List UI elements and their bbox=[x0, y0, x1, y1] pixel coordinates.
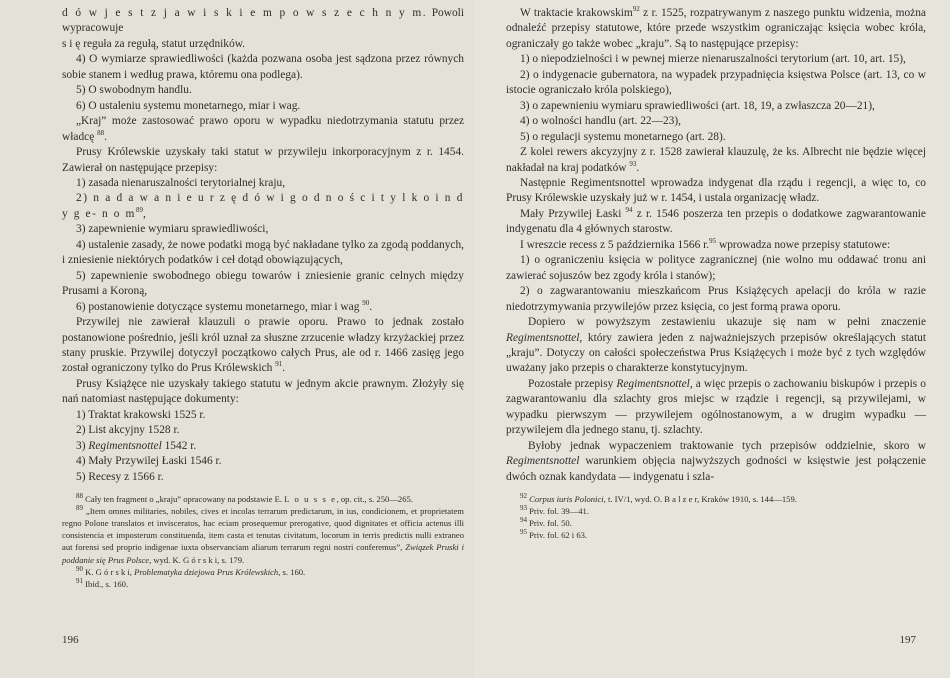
footnote: $^{95}$ Priv. fol. 62 i 63. bbox=[520, 528, 588, 541]
list-item: 4) O wymiarze sprawiedliwości (każda pozwana osoba jest sądzona przez równych sobie stanem i według prawa, któremu ona podlega). bbox=[62, 53, 464, 81]
list-item: 2) List akcyjny 1528 r. bbox=[76, 424, 180, 437]
footnote: $^{91}$ Ibid., s. 160. bbox=[76, 576, 129, 589]
text-line: d ó w j e s t z j a w i s k i e m p o w s z e c h n y m. Powoli wypracowuje bbox=[62, 7, 464, 35]
footnote: $^{93}$ Priv. fol. 39—41. bbox=[520, 504, 589, 517]
footnotes bbox=[62, 493, 464, 590]
list-item: 3) o zapewnieniu wymiaru sprawiedliwości (art. 18, 19, a zwłaszcza 20—21), bbox=[520, 99, 875, 112]
paragraph: Przywilej nie zawierał klauzuli o prawie oporu. Prawo to jednak zostało postanowione pośrednio, jeśli król uznał za słuszne zrzucenie władzy krzyżackiej przez stany pruskie. Przywilej dotyczył początkowo całych Prus, ale od r. 1466 zasięg jego został ograniczony tylko do Prus Królewskich $^{91}$. bbox=[62, 316, 464, 375]
footnote-ref: 92 bbox=[632, 5, 640, 14]
list-item: 5) O swobodnym handlu. bbox=[76, 84, 192, 97]
footnote-ref: 94 bbox=[625, 206, 633, 215]
list-item: 4) Mały Przywilej Łaski 1546 r. bbox=[76, 455, 222, 468]
footnote-ref: 93 bbox=[629, 159, 637, 168]
footnote: $^{92}$ Corpus iuris Polonici, t. IV/1, wyd. O. B a l z e r, Kraków 1910, s. 144—159. bbox=[520, 492, 797, 505]
left-page bbox=[0, 0, 474, 678]
footnote: $^{94}$ Priv. fol. 50. bbox=[520, 516, 572, 529]
list-item: 5) zapewnienie swobodnego obiegu towarów i zniesienie granic celnych między Prusami a Koroną, bbox=[62, 269, 464, 298]
list-item: 1) Traktat krakowski 1525 r. bbox=[76, 408, 206, 421]
paragraph: s i ę reguła za regułą, statut urzędników. bbox=[62, 37, 246, 50]
list-item: 2) n a d a w a n i e u r z ę d ó w i g o d n o ś c i t y l k o i n d y g e- n o $m^{89}$, bbox=[62, 192, 464, 220]
list-item: 4) ustalenie zasady, że nowe podatki mogą być nakładane tylko za zgodą poddanych, i zniesienie niektórych podatków i ceł dotąd obowiązujących, bbox=[62, 238, 464, 267]
footnote: $^{89}$ „Item omnes militaries, nobiles, cives et incolas terrarum predictarum, in ius, condicionem, et proprietatem regno Polone translatos et invisceratos, hac eciam prosequemur prerogative, quod dignitates et officia actenus illi consistencia et imposterum constituenda, item casta et tenutas civitatum, locorum in terris predictis nulli extraneo aut forensi sed proprio indigenae iuxta observanciam aliarum terrarum regni nostri conferemus”, Związek Pruski i poddanie się Prus Polsce, wyd. K. G ó r s k i, s. 179. bbox=[62, 504, 464, 565]
paragraph: Mały Przywilej Łaski $^{94}$ z r. 1546 poszerza ten przepis o dodatkowe zagwarantowanie indygenatu dla 4 głównych starostw. bbox=[506, 206, 926, 236]
footnotes bbox=[506, 493, 926, 541]
paragraph: Prusy Królewskie uzyskały taki statut w przywileju inkorporacyjnym z r. 1454. Zawierał on następujące przepisy: bbox=[62, 146, 464, 174]
list-item: 6) O ustaleniu systemu monetarnego, miar i wag. bbox=[76, 99, 301, 112]
list-item: 6) postanowienie dotyczące systemu monetarnego, miar i wag $^{90}$. bbox=[76, 298, 373, 313]
footnote-ref: 91 bbox=[275, 360, 283, 369]
footnote-ref: 90 bbox=[362, 298, 370, 307]
list-item: 1) o niepodzielności i w pewnej mierze nienaruszalności terytorium (art. 10, art. 15), bbox=[520, 53, 906, 66]
right-page bbox=[474, 0, 950, 678]
page-number: 196 bbox=[62, 634, 79, 646]
page-number: 197 bbox=[899, 634, 916, 646]
list-item: 2) o zagwarantowaniu mieszkańcom Prus Książęcych apelacji do króla w razie niedotrzymywania przywilejów przez księcia, co jest formą prawa oporu. bbox=[506, 285, 926, 313]
footnote: $^{88}$ Cały ten fragment o „kraju” opracowany na podstawie E. L o u s s e, op. cit., s. 250—265. bbox=[76, 492, 413, 505]
left-page-body bbox=[62, 6, 464, 485]
list-item: 5) o regulacji systemu monetarnego (art. 28). bbox=[520, 130, 726, 143]
paragraph: Byłoby jednak wypaczeniem traktowanie tych przepisów oddzielnie, skoro w Regimentsnottel warunkiem objęcia najwyższych godności w księstwie jest połączenie dwóch oznak kandydata — indygenatu i szla- bbox=[506, 439, 926, 483]
paragraph: „Kraj” może zastosować prawo oporu w wypadku niedotrzymania statutu przez władcę $^{88}$. bbox=[62, 115, 464, 143]
list-item: 3) zapewnienie wymiaru sprawiedliwości, bbox=[76, 223, 269, 236]
paragraph: Dopiero w powyższym zestawieniu ukazuje się nam w pełni znaczenie Regimentsnottel, który zawiera jeden z najważniejszych przepisów określających statut „kraju”. Dotyczy on całości społeczeństwa Prus Książęcych i może być z tych względów uważany jako przepis o charakterze konstytucyjnym. bbox=[506, 316, 926, 375]
footnote-ref: 95 bbox=[709, 237, 717, 245]
paragraph: Z kolei rewers akcyzyjny z r. 1528 zawierał klauzulę, że ks. Albrecht nie będzie więcej nakładał na kraj podatków $^{93}$. bbox=[506, 146, 926, 174]
footnote-ref: 88 bbox=[97, 128, 105, 137]
paragraph: W traktacie krakowskim$^{92}$ z r. 1525, rozpatrywanym z naszego punktu widzenia, można odnaleźć przepisy statutowe, które przede wszystkim ograniczając księcia wobec króla, ograniczały go także wobec „kraju”. Są to następujące przepisy: bbox=[506, 5, 926, 50]
list-item: 4) o wolności handlu (art. 22—23), bbox=[520, 115, 682, 128]
footnote-ref: 89 bbox=[135, 206, 143, 215]
paragraph: Pozostałe przepisy Regimentsnottel, a więc przepis o zachowaniu biskupów i przepis o zagwarantowaniu dla szlachty gros miejsc w rządzie i regencji, są przywilejami, w wypadku pierwszym — przywilejem ogólnostanowym, a w drugim wypadku — przywilejem dla jednego stanu, tj. szlachty. bbox=[506, 377, 926, 437]
list-item: 5) Recesy z 1566 r. bbox=[76, 470, 164, 483]
right-page-body bbox=[506, 6, 926, 485]
paragraph: Prusy Książęce nie uzyskały takiego statutu w jednym akcie prawnym. Złożyły się nań natomiast następujące dokumenty: bbox=[62, 377, 464, 406]
paragraph: Następnie Regimentsnottel wprowadza indygenat dla rządu i regencji, a więc to, co Prusy Królewskie uzyskały już w r. 1454, i ustala organizację władz. bbox=[506, 176, 926, 205]
list-item: 2) o indygenacie gubernatora, na wypadek przypadnięcia księstwa Polsce (art. 13, co w istocie ograniczało króla polskiego), bbox=[506, 68, 926, 97]
paragraph: I wreszcie recess z 5 października 1566 r.$^{95}$ wprowadza nowe przepisy statutowe: bbox=[520, 237, 891, 251]
list-item: 1) zasada nienaruszalności terytorialnej kraju, bbox=[76, 176, 286, 189]
footnote: $^{90}$ K. G ó r s k i, Problematyka dziejowa Prus Królewskich, s. 160. bbox=[76, 564, 306, 577]
list-item: 1) o ograniczeniu księcia w polityce zagranicznej (nie wolno mu oddawać tronu ani zawierać sojuszów bez zgody króla i stanów); bbox=[506, 254, 926, 282]
list-item: 3) Regimentsnottel 1542 r. bbox=[76, 439, 197, 452]
